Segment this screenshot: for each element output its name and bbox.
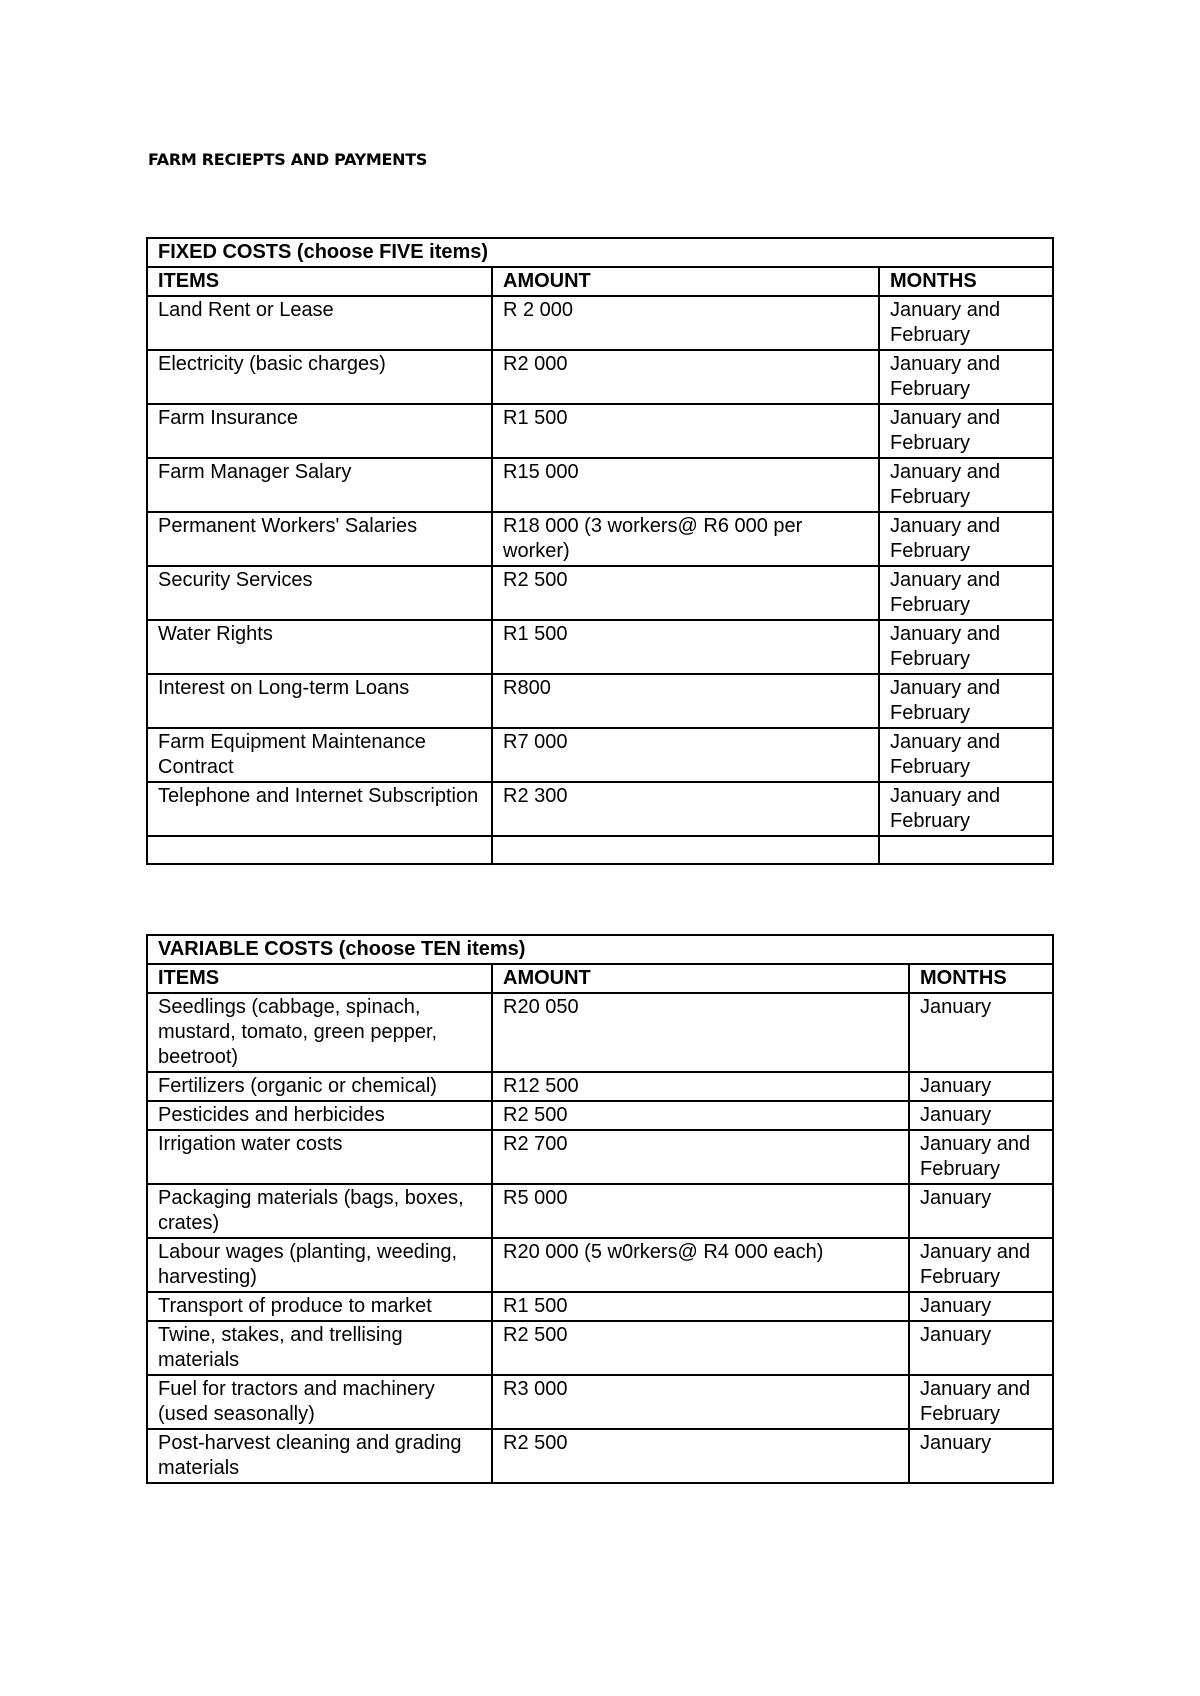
amount-cell: R12 500 (492, 1072, 909, 1101)
months-cell: January and February (909, 1130, 1053, 1184)
table-row (147, 1184, 1053, 1238)
item-cell: Interest on Long-term Loans (147, 674, 492, 728)
months-cell: January and February (879, 404, 1053, 458)
empty-row (147, 836, 1053, 864)
months-cell: January and February (879, 782, 1053, 836)
amount-cell: R20 000 (5 w0rkers@ R4 000 each) (492, 1238, 909, 1292)
months-cell: January and February (879, 350, 1053, 404)
amount-cell: R 2 000 (492, 296, 879, 350)
items-header: ITEMS (147, 964, 492, 993)
months-cell: January and February (879, 674, 1053, 728)
fixed-costs-caption-row (147, 238, 1053, 267)
item-cell: Farm Manager Salary (147, 458, 492, 512)
item-cell: Land Rent or Lease (147, 296, 492, 350)
months-cell: January and February (909, 1238, 1053, 1292)
amount-header: AMOUNT (492, 964, 909, 993)
item-cell: Pesticides and herbicides (147, 1101, 492, 1130)
item-cell: Fuel for tractors and machinery (used seasonally) (147, 1375, 492, 1429)
item-cell: Irrigation water costs (147, 1130, 492, 1184)
item-cell: Transport of produce to market (147, 1292, 492, 1321)
table-row (147, 1101, 1053, 1130)
variable-costs-table (146, 934, 1054, 1484)
amount-cell: R1 500 (492, 620, 879, 674)
item-cell: Labour wages (planting, weeding, harvesting) (147, 1238, 492, 1292)
empty-cell (147, 836, 492, 864)
amount-cell: R2 500 (492, 566, 879, 620)
fixed-costs-header-row (147, 267, 1053, 296)
item-cell: Post-harvest cleaning and grading materials (147, 1429, 492, 1483)
table-row (147, 1130, 1053, 1184)
amount-cell: R7 000 (492, 728, 879, 782)
months-cell: January (909, 1184, 1053, 1238)
item-cell: Farm Equipment Maintenance Contract (147, 728, 492, 782)
table-row (147, 674, 1053, 728)
months-cell: January (909, 1321, 1053, 1375)
months-cell: January and February (879, 728, 1053, 782)
empty-cell (492, 836, 879, 864)
item-cell: Security Services (147, 566, 492, 620)
table-row (147, 782, 1053, 836)
months-cell: January and February (879, 512, 1053, 566)
amount-cell: R5 000 (492, 1184, 909, 1238)
amount-cell: R800 (492, 674, 879, 728)
table-row (147, 993, 1053, 1072)
table-row (147, 728, 1053, 782)
months-cell: January and February (879, 296, 1053, 350)
table-row (147, 404, 1053, 458)
table-row (147, 1072, 1053, 1101)
months-cell: January (909, 1072, 1053, 1101)
amount-cell: R2 000 (492, 350, 879, 404)
table-row (147, 566, 1053, 620)
variable-costs-caption: VARIABLE COSTS (choose TEN items) (147, 935, 1053, 964)
amount-cell: R3 000 (492, 1375, 909, 1429)
fixed-costs-caption: FIXED COSTS (choose FIVE items) (147, 238, 1053, 267)
amount-cell: R2 300 (492, 782, 879, 836)
amount-header: AMOUNT (492, 267, 879, 296)
table-row (147, 350, 1053, 404)
months-cell: January (909, 1101, 1053, 1130)
amount-cell: R20 050 (492, 993, 909, 1072)
amount-cell: R2 500 (492, 1429, 909, 1483)
table-row (147, 1292, 1053, 1321)
table-row (147, 512, 1053, 566)
months-cell: January (909, 1292, 1053, 1321)
amount-cell: R15 000 (492, 458, 879, 512)
item-cell: Telephone and Internet Subscription (147, 782, 492, 836)
table-row (147, 1429, 1053, 1483)
amount-cell: R1 500 (492, 404, 879, 458)
months-cell: January (909, 1429, 1053, 1483)
item-cell: Seedlings (cabbage, spinach, mustard, tomato, green pepper, beetroot) (147, 993, 492, 1072)
table-row (147, 458, 1053, 512)
variable-costs-header-row (147, 964, 1053, 993)
item-cell: Water Rights (147, 620, 492, 674)
item-cell: Permanent Workers' Salaries (147, 512, 492, 566)
page-title: FARM RECIEPTS AND PAYMENTS (148, 150, 428, 169)
months-cell: January and February (879, 566, 1053, 620)
fixed-costs-table (146, 237, 1054, 865)
months-cell: January and February (879, 620, 1053, 674)
months-cell: January (909, 993, 1053, 1072)
months-cell: January and February (909, 1375, 1053, 1429)
empty-cell (879, 836, 1053, 864)
amount-cell: R1 500 (492, 1292, 909, 1321)
amount-cell: R2 500 (492, 1321, 909, 1375)
variable-costs-caption-row (147, 935, 1053, 964)
item-cell: Fertilizers (organic or chemical) (147, 1072, 492, 1101)
table-row (147, 296, 1053, 350)
months-header: MONTHS (879, 267, 1053, 296)
months-header: MONTHS (909, 964, 1053, 993)
item-cell: Farm Insurance (147, 404, 492, 458)
item-cell: Twine, stakes, and trellising materials (147, 1321, 492, 1375)
table-row (147, 1238, 1053, 1292)
amount-cell: R2 500 (492, 1101, 909, 1130)
amount-cell: R2 700 (492, 1130, 909, 1184)
months-cell: January and February (879, 458, 1053, 512)
amount-cell: R18 000 (3 workers@ R6 000 per worker) (492, 512, 879, 566)
items-header: ITEMS (147, 267, 492, 296)
item-cell: Electricity (basic charges) (147, 350, 492, 404)
table-row (147, 1321, 1053, 1375)
table-row (147, 620, 1053, 674)
table-row (147, 1375, 1053, 1429)
item-cell: Packaging materials (bags, boxes, crates) (147, 1184, 492, 1238)
